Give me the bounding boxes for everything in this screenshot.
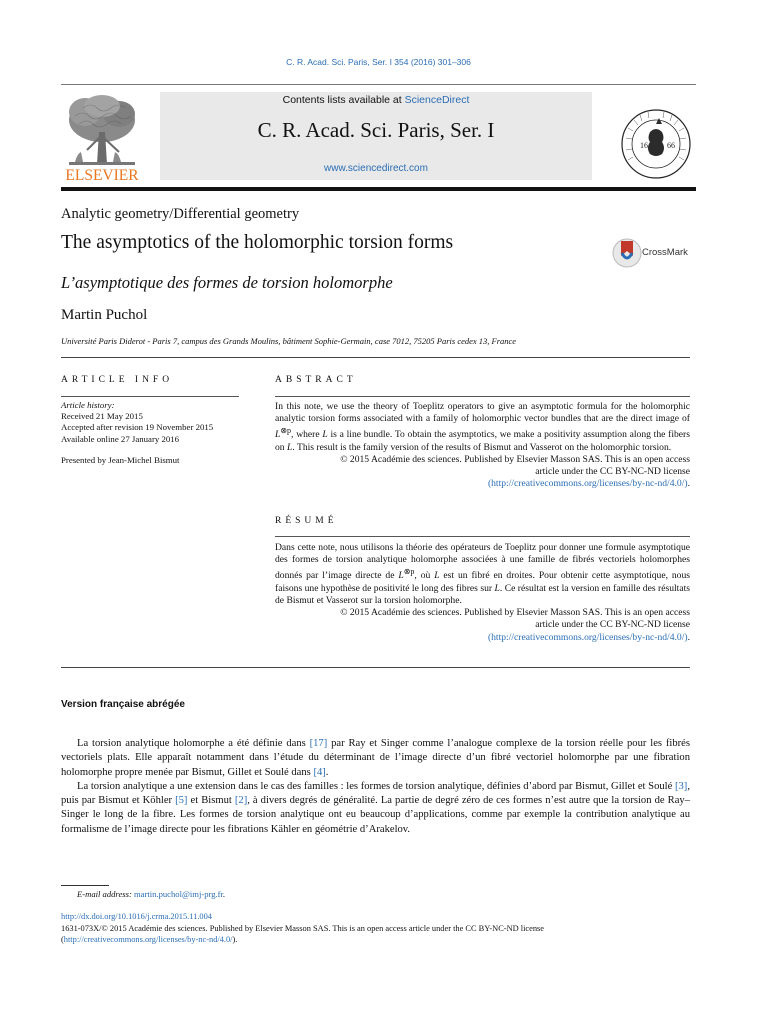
punctuation: (: [61, 935, 64, 944]
punctuation: .: [687, 631, 690, 643]
citation-link[interactable]: [3]: [674, 780, 688, 792]
copyright-line: © 2015 Académie des sciences. Published by Elsevier Masson SAS. This is an open access: [340, 607, 690, 619]
french-title: L’asymptotique des formes de torsion holomorphe: [61, 273, 393, 292]
divider: [61, 667, 690, 668]
abstract-text-part: , where: [291, 429, 323, 441]
abstract-text-part: is a line bundle. To obtain the asymptotics, we make a positivity assumption along the fibers on: [275, 429, 690, 453]
issn-line: 1631-073X/© 2015 Académie des sciences. Published by Elsevier Masson SAS. This is an open access article under the CC BY-NC-ND license: [61, 924, 545, 933]
copyright-line: article under the CC BY-NC-ND license: [535, 466, 690, 478]
elsevier-wordmark: ELSEVIER: [65, 167, 139, 182]
resume-text-part: , où: [414, 570, 435, 582]
divider: [275, 396, 690, 397]
divider: [61, 357, 690, 358]
journal-reference-link[interactable]: C. R. Acad. Sci. Paris, Ser. I 354 (2016) 301–306: [286, 57, 471, 67]
crossmark-badge[interactable]: [612, 237, 702, 269]
license-link[interactable]: http://creativecommons.org/licenses/by-nc-nd/4.0/: [63, 935, 233, 944]
divider: [61, 396, 239, 397]
resume-body: [275, 542, 690, 644]
punctuation: .: [687, 478, 690, 490]
citation-link[interactable]: [17]: [309, 738, 328, 749]
author-name: Martin Puchol: [61, 307, 148, 323]
footnote-rule: [61, 885, 109, 886]
contents-prefix: Contents lists available at: [282, 94, 405, 106]
citation-link[interactable]: [5]: [175, 795, 188, 807]
body-text-part: et Bismut: [187, 795, 235, 807]
body-text-part: .: [325, 766, 329, 778]
math-superscript: ⊗p: [280, 426, 292, 436]
body-text-part: La torsion analytique a une extension dans le cas des familles : les formes de torsion analytique, définies d’abord par Bismut, Gillet et Soulé: [77, 780, 675, 792]
math-symbol: L: [398, 570, 404, 582]
online-date: Available online 27 January 2016: [61, 433, 180, 444]
body-paragraph: [61, 780, 690, 837]
abstract-heading: ABSTRACT: [275, 375, 357, 385]
resume-paragraph: [275, 542, 690, 607]
license-link[interactable]: (http://creativecommons.org/licenses/by-nc-nd/4.0/): [487, 478, 688, 490]
citation-link[interactable]: [4]: [313, 766, 326, 778]
math-symbol: L: [275, 429, 281, 441]
article-info-heading: ARTICLE INFO: [61, 375, 174, 385]
footnote-email: [77, 889, 225, 899]
abstract-paragraph: [275, 401, 690, 454]
accepted-date: Accepted after revision 19 November 2015: [61, 422, 214, 433]
divider: [275, 536, 690, 537]
journal-homepage-link[interactable]: www.sciencedirect.com: [324, 163, 428, 174]
article-section: Analytic geometry/Differential geometry: [61, 206, 300, 222]
crossmark-label: CrossMark: [642, 247, 688, 258]
math-symbol: L: [322, 429, 328, 441]
sciencedirect-link[interactable]: ScienceDirect: [404, 94, 470, 106]
email-label: E-mail address:: [77, 889, 132, 899]
email-link[interactable]: martin.puchol@imj-prg.fr: [133, 889, 223, 899]
license-link[interactable]: (http://creativecommons.org/licenses/by-nc-nd/4.0/): [487, 631, 688, 643]
header-top-rule: [61, 84, 696, 85]
copyright-line: article under the CC BY-NC-ND license: [535, 619, 690, 631]
abstract-copyright: [275, 454, 690, 491]
header-bottom-rule: [61, 187, 696, 191]
contents-line: [160, 94, 592, 106]
resume-text-part: . Ce résultat est la version en famille des résultats de Bismut et Vasserot sur la torsion holomorphe.: [275, 582, 690, 606]
journal-masthead: [61, 84, 696, 189]
body-text: [61, 737, 690, 837]
resume-copyright: [275, 607, 690, 644]
crossmark-icon: [612, 237, 642, 269]
author-affiliation: Université Paris Diderot - Paris 7, campus des Grands Moulins, bâtiment Sophie-Germain, case 7012, 75205 Paris cedex 13, France: [61, 336, 517, 346]
academie-des-sciences-seal: [606, 108, 694, 180]
math-symbol: L: [287, 441, 293, 453]
math-symbol: L: [494, 582, 500, 594]
copyright-line: © 2015 Académie des sciences. Published by Elsevier Masson SAS. This is an open access: [340, 454, 690, 465]
doi-link[interactable]: http://dx.doi.org/10.1016/j.crma.2015.11.004: [61, 912, 212, 921]
resume-heading: RÉSUMÉ: [275, 516, 338, 526]
received-date: Received 21 May 2015: [61, 411, 143, 422]
article-title: The asymptotics of the holomorphic torsion forms: [61, 232, 454, 253]
abstract-text-part: . This result is the family version of the results of Bismut and Vasserot on the holomorphic torsion.: [292, 441, 672, 453]
body-text-part: La torsion analytique holomorphe a été définie dans: [77, 738, 310, 749]
resume-text-part: Dans cette note, nous utilisons la théorie des opérateurs de Toeplitz pour donner une formule asymptotique des formes de torsion analytique holomorphe associées à une famille de fibrés vectoriels holomorphes donnés par l’image directe de: [275, 542, 690, 582]
citation-link[interactable]: [2]: [234, 795, 248, 807]
body-text-part: , à divers degrés de généralité. La partie de degré zéro de ces formes n’est autre que la torsion de Ray–Singer le long de la fibre. Les formes de torsion analytique ont eu beaucoup d’applications, comme par exemple la contribution analytique au formalisme de l’image directe pour les fibrations Kähler en géométrie d’Arakelov.: [61, 795, 690, 835]
abstract-text-part: In this note, we use the theory of Toeplitz operators to give an asymptotic formula for the holomorphic analytic torsion forms associated with a family of holomorphic vector bundles that are the direct image of: [275, 401, 690, 425]
history-label: Article history:: [61, 400, 115, 410]
body-text-part: , puis par Bismut et Köhler: [61, 780, 690, 807]
seal-year-left: 16: [640, 141, 648, 150]
version-francaise-heading: Version française abrégée: [61, 699, 185, 710]
body-paragraph: [61, 737, 690, 780]
punctuation: ).: [232, 935, 238, 944]
math-symbol: L: [434, 570, 440, 582]
journal-title: C. R. Acad. Sci. Paris, Ser. I: [257, 118, 495, 142]
punctuation: .: [222, 889, 226, 899]
article-history: [61, 400, 261, 445]
body-text-part: par Ray et Singer comme l’analogue complexe de la torsion réelle pour les fibrés vectoriels plats. Elle apparaît notamment dans l’étude du déterminant de l’image directe d’un fibré vectoriel holomorphe par une fibration holomorphe propre menée par Bismut, Gillet et Soulé dans: [61, 738, 690, 778]
math-superscript: ⊗p: [403, 567, 415, 577]
resume-text-part: est un fibré en droites. Pour obtenir cette asymptotique, nous faisons une hypothèse de positivité le long des fibres sur: [275, 570, 691, 594]
seal-year-right: 66: [667, 141, 675, 150]
abstract-body: [275, 401, 690, 491]
license-line: [61, 935, 237, 944]
journal-header-box: [160, 92, 592, 180]
presented-by: Presented by Jean-Michel Bismut: [61, 455, 180, 465]
elsevier-tree-logo: [61, 92, 143, 182]
